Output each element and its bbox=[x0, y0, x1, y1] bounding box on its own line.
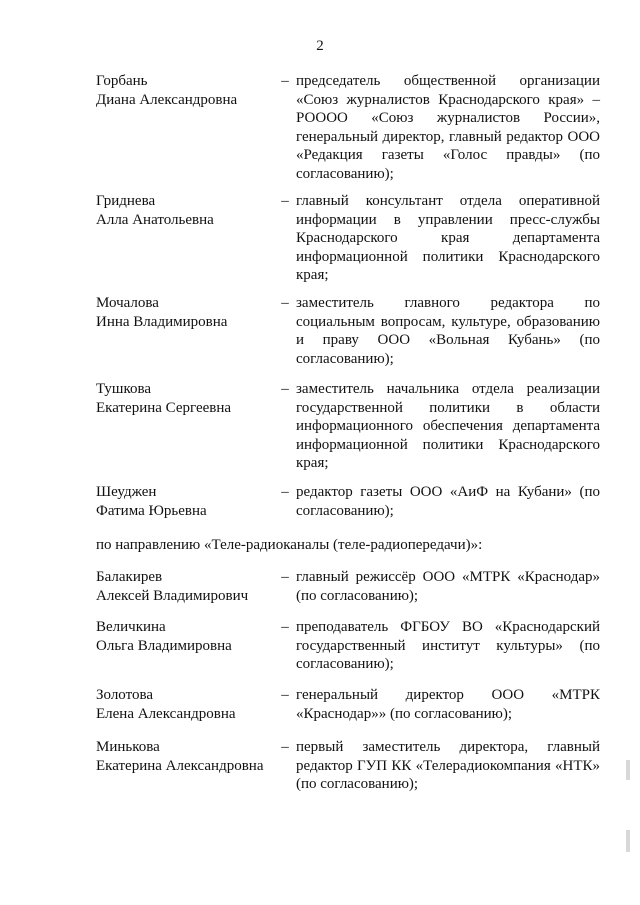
member-given-names: Алексей Владимирович bbox=[96, 587, 249, 604]
member-surname: Минькова bbox=[96, 739, 160, 755]
member-surname: Золотова bbox=[96, 687, 154, 703]
member-name bbox=[96, 568, 276, 605]
dash-separator: – bbox=[281, 569, 289, 585]
member-name bbox=[96, 192, 276, 229]
dash-separator: – bbox=[281, 73, 289, 89]
member-name bbox=[96, 294, 276, 331]
member-surname: Величкина bbox=[96, 619, 166, 635]
member-position: редактор газеты ООО «АиФ на Кубани» (по согласованию); bbox=[296, 484, 600, 519]
member-position: председатель общественной организации «Союз журналистов Краснодарского края» – РОООО «Союз журналистов России», генеральный директор, главный редактор ООО «Редакция газеты «Голос правды» (по согласованию); bbox=[296, 73, 600, 182]
member-position: заместитель начальника отдела реализации государственной политики в области информационного обеспечения департамента информационной политики Краснодарского края; bbox=[296, 381, 600, 471]
dash-separator: – bbox=[281, 739, 289, 755]
member-name bbox=[96, 72, 276, 109]
dash-separator: – bbox=[281, 687, 289, 703]
scan-artifact bbox=[626, 830, 630, 852]
section-heading: по направлению «Теле-радиоканалы (теле-радиопередачи)»: bbox=[96, 537, 483, 553]
member-given-names: Елена Александровна bbox=[96, 705, 236, 722]
member-given-names: Алла Анатольевна bbox=[96, 211, 214, 228]
scan-artifact bbox=[626, 760, 630, 780]
member-surname: Балакирев bbox=[96, 569, 163, 585]
member-name bbox=[96, 380, 276, 417]
member-given-names: Екатерина Александровна bbox=[96, 757, 264, 774]
member-name bbox=[96, 738, 276, 775]
member-surname: Шеуджен bbox=[96, 484, 157, 500]
member-given-names: Фатима Юрьевна bbox=[96, 502, 207, 519]
member-given-names: Инна Владимировна bbox=[96, 313, 228, 330]
dash-separator: – bbox=[281, 193, 289, 209]
page-number: 2 bbox=[316, 38, 324, 54]
member-position: заместитель главного редактора по социальным вопросам, культуре, образованию и праву ООО «Вольная Кубань» (по согласованию); bbox=[296, 295, 600, 367]
member-position: преподаватель ФГБОУ ВО «Краснодарский государственный институт культуры» (по согласованию); bbox=[296, 619, 600, 672]
member-position: генеральный директор ООО «МТРК «Краснодар»» (по согласованию); bbox=[296, 687, 600, 722]
member-position: главный режиссёр ООО «МТРК «Краснодар» (по согласованию); bbox=[296, 569, 600, 604]
member-given-names: Диана Александровна bbox=[96, 91, 238, 108]
member-name bbox=[96, 686, 276, 723]
dash-separator: – bbox=[281, 381, 289, 397]
member-name bbox=[96, 483, 276, 520]
member-position: главный консультант отдела оперативной информации в управлении пресс-службы Краснодарского края департамента информационной политики Краснодарского края; bbox=[296, 193, 600, 283]
member-surname: Мочалова bbox=[96, 295, 159, 311]
dash-separator: – bbox=[281, 295, 289, 311]
dash-separator: – bbox=[281, 484, 289, 500]
member-given-names: Екатерина Сергеевна bbox=[96, 399, 232, 416]
dash-separator: – bbox=[281, 619, 289, 635]
member-surname: Гриднева bbox=[96, 193, 156, 209]
member-given-names: Ольга Владимировна bbox=[96, 637, 232, 654]
member-name bbox=[96, 618, 276, 655]
member-surname: Тушкова bbox=[96, 381, 152, 397]
member-surname: Горбань bbox=[96, 73, 148, 89]
member-position: первый заместитель директора, главный редактор ГУП КК «Телерадиокомпания «НТК» (по согласованию); bbox=[296, 739, 600, 792]
